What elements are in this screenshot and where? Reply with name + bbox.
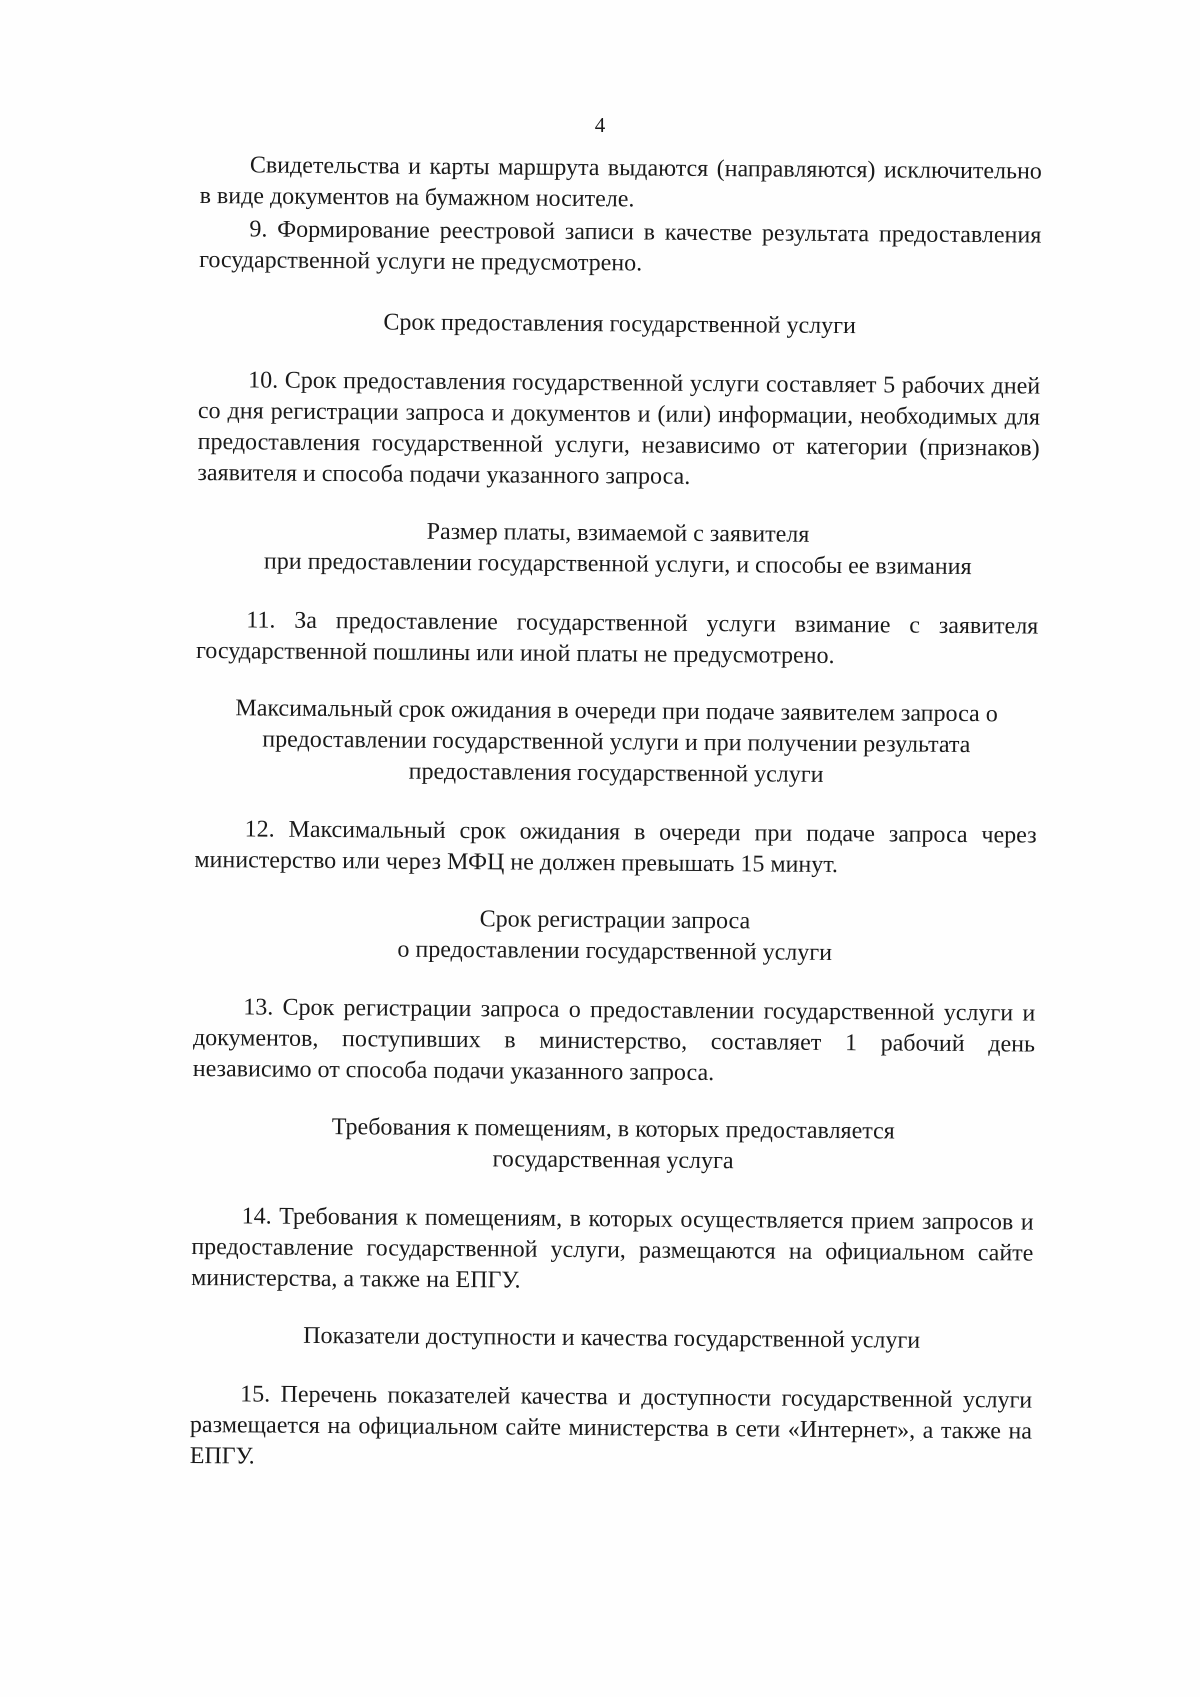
heading-queue-time: Максимальный срок ожидания в очереди при подаче заявителем запроса о предоставлении государственной услуги и при получении результата предоставления государственной услуги bbox=[235, 695, 998, 788]
paragraph-15-quality-indicators: 15. Перечень показателей качества и доступности государственной услуги размещается на официальном сайте министерства в сети «Интернет», а также на ЕПГУ. bbox=[189, 1381, 1033, 1470]
document-body bbox=[190, 150, 1042, 1479]
paragraph-9-registry-record: 9. Формирование реестровой записи в качестве результата предоставления государственной услуги не предусмотрено. bbox=[199, 216, 1042, 277]
paragraph-14-premises: 14. Требования к помещениям, в которых осуществляется прием запросов и предоставление государственной услуги, размещаются на официальном сайте министерства, а также на ЕПГУ. bbox=[191, 1203, 1034, 1294]
heading-premises: Требования к помещениям, в которых предоставляется государственная услуга bbox=[331, 1114, 895, 1175]
paragraph-certificates-paper: Свидетельства и карты маршрута выдаются (направляются) исключительно в виде документов на бумажном носителе. bbox=[199, 152, 1042, 213]
paragraph-10-service-term: 10. Срок предоставления государственной услуги составляет 5 рабочих дней со дня регистрации запроса и документов и (или) информации, необходимых для предоставления государственной услуги, независимо от категории (признаков) заявителя и способа подачи указанного запроса. bbox=[197, 367, 1041, 490]
paragraph-11-fee: 11. За предоставление государственной услуги взимание с заявителя государственной пошлины или иной платы не предусмотрено. bbox=[195, 607, 1039, 669]
paragraph-13-registration-term: 13. Срок регистрации запроса о предоставлении государственной услуги и документов, поступивших в министерство, составляет 1 рабочий день независимо от способа подачи указанного запроса. bbox=[192, 994, 1036, 1087]
heading-fee: Размер платы, взимаемой с заявителя при предоставлении государственной услуги, и способы ее взимания bbox=[263, 518, 972, 581]
paragraph-12-queue-time: 12. Максимальный срок ожидания в очереди при подаче запроса через министерство или через МФЦ не должен превышать 15 минут. bbox=[194, 816, 1037, 879]
page-number: 4 bbox=[594, 113, 606, 137]
heading-quality-indicators: Показатели доступности и качества государственной услуги bbox=[303, 1322, 921, 1354]
heading-service-term: Срок предоставления государственной услуги bbox=[383, 309, 856, 340]
heading-registration-term: Срок регистрации запроса о предоставлении государственной услуги bbox=[397, 906, 833, 966]
